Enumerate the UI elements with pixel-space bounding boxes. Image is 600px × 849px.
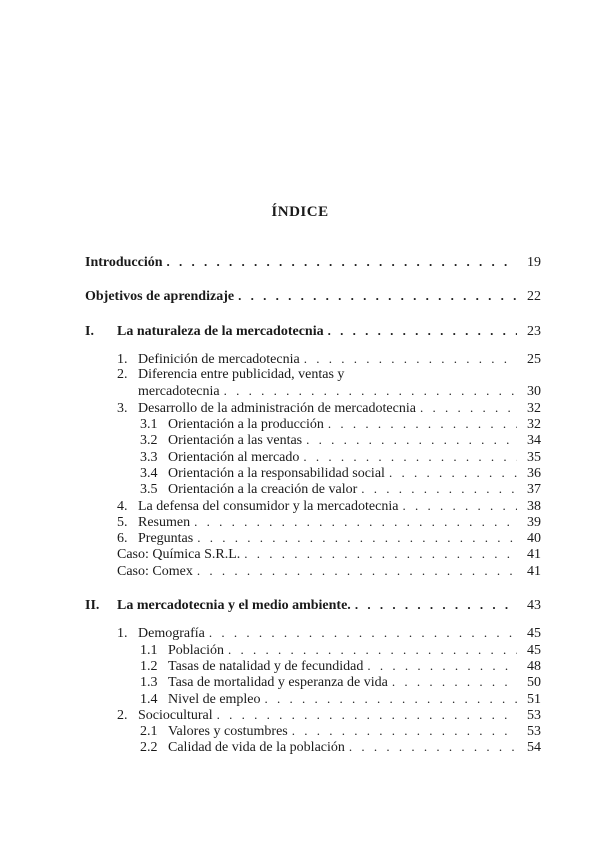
section-number: 3.5 xyxy=(140,482,158,498)
toc-entry[interactable] xyxy=(85,432,541,448)
toc-entry[interactable] xyxy=(85,707,541,723)
toc-label: Orientación a la responsabilidad social xyxy=(168,465,385,481)
toc-entry[interactable] xyxy=(85,481,541,497)
dot-leader xyxy=(303,449,517,465)
toc-entry[interactable] xyxy=(85,498,541,514)
toc-label: Orientación a las ventas xyxy=(168,433,303,449)
toc-entry-caso[interactable] xyxy=(85,563,541,579)
section-number: 1.2 xyxy=(140,658,158,674)
toc-page: 51 xyxy=(527,691,541,707)
toc-entry-objetivos[interactable] xyxy=(85,288,541,304)
chapter-number: II. xyxy=(85,598,100,614)
toc-label: La defensa del consumidor y la mercadotecnia xyxy=(138,498,399,514)
toc-label: Resumen xyxy=(138,514,191,530)
toc-page: 40 xyxy=(527,531,541,547)
toc-entry-introduccion[interactable] xyxy=(85,254,541,270)
section-number: 3.2 xyxy=(140,433,158,449)
toc-page: 34 xyxy=(527,433,541,449)
section-number: 1.3 xyxy=(140,675,158,691)
toc-entry[interactable] xyxy=(85,530,541,546)
toc-label: Demografía xyxy=(138,626,205,642)
toc-page: 43 xyxy=(527,598,541,614)
toc-page: 22 xyxy=(527,289,541,305)
toc-page: 32 xyxy=(527,400,541,416)
dot-leader xyxy=(328,323,517,339)
dot-leader xyxy=(349,739,517,755)
dot-leader xyxy=(238,288,517,304)
dot-leader xyxy=(265,691,517,707)
dot-leader xyxy=(402,498,517,514)
toc-entry[interactable] xyxy=(85,642,541,658)
toc-page: 48 xyxy=(527,658,541,674)
section-number: 1. xyxy=(117,626,128,642)
toc-label: Tasas de natalidad y de fecundidad xyxy=(168,658,364,674)
toc-page: 36 xyxy=(527,465,541,481)
toc-entry[interactable] xyxy=(85,416,541,432)
section-number: 3.1 xyxy=(140,417,158,433)
toc-page: 53 xyxy=(527,707,541,723)
toc-entry[interactable] xyxy=(85,400,541,416)
toc-label: Diferencia entre publicidad, ventas y xyxy=(138,367,345,383)
section-number: 2.2 xyxy=(140,740,158,756)
toc-entry-continuation[interactable] xyxy=(85,383,541,399)
section-number: 1.1 xyxy=(140,642,158,658)
page-title: ÍNDICE xyxy=(271,204,329,220)
toc-entry[interactable] xyxy=(85,465,541,481)
section-number: 2. xyxy=(117,367,128,383)
section-number: 3. xyxy=(117,400,128,416)
dot-leader xyxy=(194,514,517,530)
toc-page: 25 xyxy=(527,351,541,367)
dot-leader xyxy=(355,597,517,613)
toc-page: 37 xyxy=(527,482,541,498)
toc-label: Calidad de vida de la población xyxy=(168,740,345,756)
toc-page: 30 xyxy=(527,384,541,400)
dot-leader xyxy=(197,563,517,579)
dot-leader xyxy=(361,481,517,497)
toc-entry[interactable] xyxy=(85,625,541,641)
toc-label: mercadotecnia xyxy=(138,384,220,400)
toc-page: 45 xyxy=(527,626,541,642)
toc-label: Objetivos de aprendizaje xyxy=(85,289,235,305)
section-number: 3.3 xyxy=(140,449,158,465)
toc-label: Población xyxy=(168,642,224,658)
section-number: 5. xyxy=(117,514,128,530)
dot-leader xyxy=(367,658,517,674)
toc-entry[interactable] xyxy=(85,351,541,367)
toc-label: Orientación a la creación de valor xyxy=(168,482,358,498)
toc-entry[interactable] xyxy=(85,739,541,755)
dot-leader xyxy=(392,674,517,690)
toc-label: Tasa de mortalidad y esperanza de vida xyxy=(168,675,388,691)
toc-label: Caso: Comex xyxy=(117,563,193,579)
toc-entry[interactable] xyxy=(85,674,541,690)
dot-leader xyxy=(244,546,517,562)
toc-page: 41 xyxy=(527,547,541,563)
toc-page: 39 xyxy=(527,514,541,530)
dot-leader xyxy=(389,465,517,481)
toc-entry[interactable] xyxy=(85,658,541,674)
toc-entry[interactable] xyxy=(85,449,541,465)
toc-label: La mercadotecnia y el medio ambiente. xyxy=(117,598,351,614)
section-number: 2. xyxy=(117,707,128,723)
section-number: 6. xyxy=(117,531,128,547)
toc-label: Introducción xyxy=(85,255,163,270)
toc-page: 32 xyxy=(527,417,541,433)
dot-leader xyxy=(292,723,517,739)
toc-page: 53 xyxy=(527,724,541,740)
dot-leader xyxy=(167,254,517,270)
section-number: 2.1 xyxy=(140,724,158,740)
toc-entry[interactable] xyxy=(85,514,541,530)
dot-leader xyxy=(304,351,517,367)
toc-label: Desarrollo de la administración de mercadotecnia xyxy=(138,400,416,416)
table-of-contents xyxy=(85,254,541,756)
toc-label: Orientación a la producción xyxy=(168,417,324,433)
toc-label: La naturaleza de la mercadotecnia xyxy=(117,323,324,339)
toc-entry[interactable] xyxy=(85,367,541,383)
dot-leader xyxy=(217,707,517,723)
section-number: 1. xyxy=(117,351,128,367)
toc-entry[interactable] xyxy=(85,691,541,707)
toc-entry[interactable] xyxy=(85,723,541,739)
chapter-number: I. xyxy=(85,323,94,339)
dot-leader xyxy=(306,432,517,448)
toc-label: Nivel de empleo xyxy=(168,691,261,707)
toc-page: 50 xyxy=(527,675,541,691)
toc-page: 38 xyxy=(527,498,541,514)
toc-entry-caso[interactable] xyxy=(85,546,541,562)
toc-label: Preguntas xyxy=(138,531,194,547)
dot-leader xyxy=(328,416,517,432)
toc-page: 23 xyxy=(527,323,541,339)
toc-page: 54 xyxy=(527,740,541,756)
toc-label: Definición de mercadotecnia xyxy=(138,351,300,367)
toc-label: Caso: Química S.R.L. xyxy=(117,547,241,563)
toc-chapter-1[interactable] xyxy=(85,323,541,339)
dot-leader xyxy=(228,642,517,658)
toc-chapter-2[interactable] xyxy=(85,597,541,613)
dot-leader xyxy=(420,400,517,416)
toc-page: 35 xyxy=(527,449,541,465)
dot-leader xyxy=(209,625,517,641)
dot-leader xyxy=(197,530,517,546)
toc-page: 19 xyxy=(527,255,541,270)
section-number: 4. xyxy=(117,498,128,514)
toc-page: 41 xyxy=(527,563,541,579)
dot-leader xyxy=(224,383,517,399)
toc-label: Valores y costumbres xyxy=(168,724,288,740)
section-number: 3.4 xyxy=(140,465,158,481)
toc-page: 45 xyxy=(527,642,541,658)
toc-label: Sociocultural xyxy=(138,707,213,723)
toc-label: Orientación al mercado xyxy=(168,449,300,465)
section-number: 1.4 xyxy=(140,691,158,707)
